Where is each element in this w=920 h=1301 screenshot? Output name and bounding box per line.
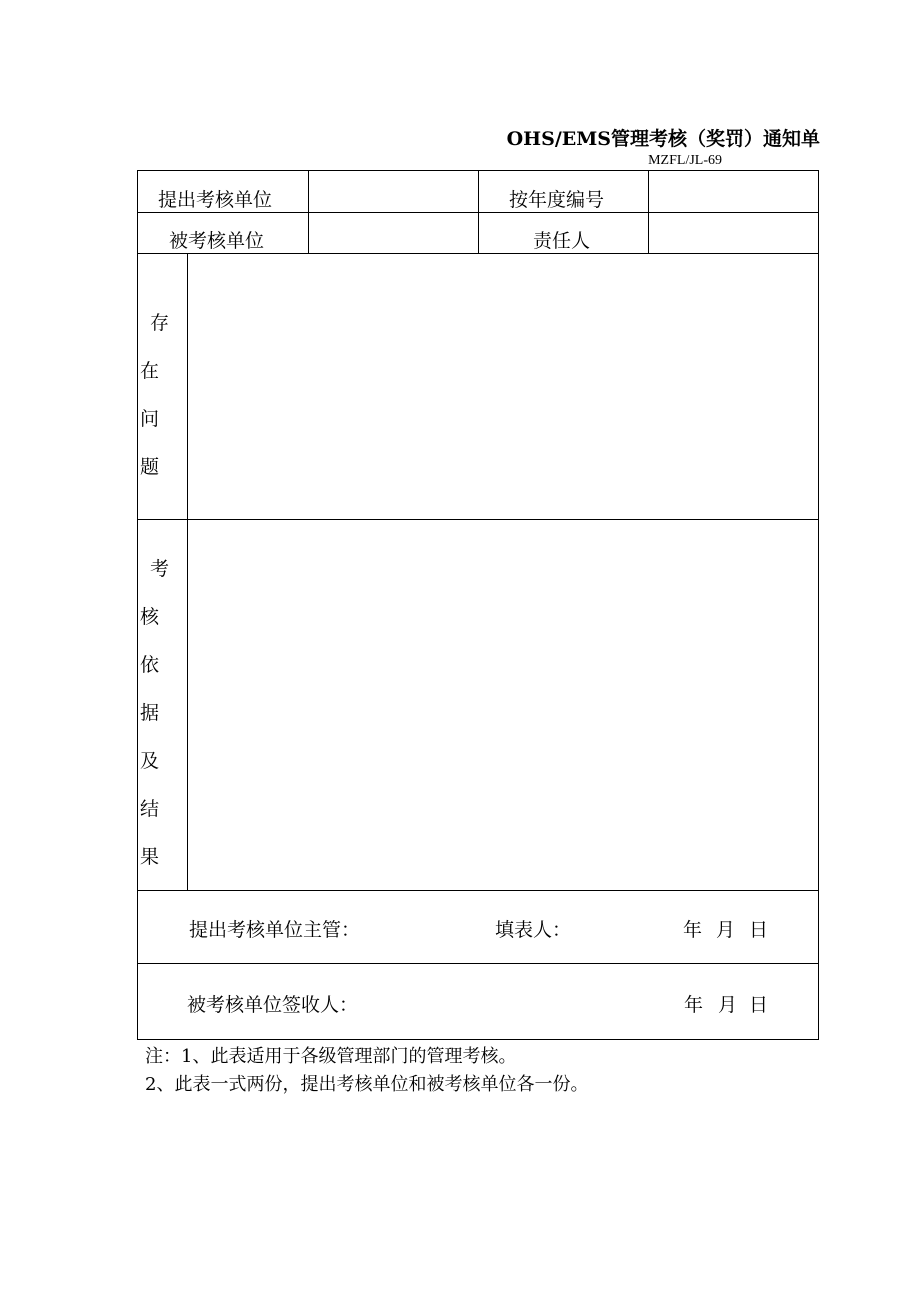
assessed-unit-field[interactable] (313, 215, 473, 251)
date-month: 月 (716, 919, 736, 941)
basis-label-char: 依 (140, 654, 160, 676)
basis-content[interactable] (193, 525, 813, 885)
submitting-unit-label: 提出考核单位 (158, 189, 273, 211)
form-notes (145, 1043, 588, 1099)
date-year: 年 (683, 919, 703, 941)
responsible-person-label: 责任人 (533, 230, 591, 252)
assessment-form (137, 170, 819, 1040)
assessed-unit-label: 被考核单位 (169, 230, 265, 252)
annual-number-field[interactable] (653, 173, 813, 209)
issues-content[interactable] (193, 259, 813, 514)
basis-label-char: 果 (140, 846, 160, 868)
responsible-person-field[interactable] (653, 215, 813, 251)
row-divider (138, 253, 818, 254)
issues-label-char: 题 (140, 456, 160, 478)
date-month: 月 (718, 994, 738, 1016)
issues-label (138, 253, 178, 519)
issues-label-char: 在 (140, 360, 160, 382)
annual-number-label: 按年度编号 (509, 189, 605, 211)
receiver-label: 被考核单位签收人： (187, 994, 359, 1016)
date-year: 年 (684, 994, 704, 1016)
supervisor-label: 提出考核单位主管： (189, 919, 361, 941)
basis-label-char: 核 (140, 606, 160, 628)
basis-label (138, 519, 178, 890)
basis-label-char: 考 (150, 558, 170, 580)
date-day: 日 (749, 919, 769, 941)
form-title: OHS/EMS管理考核（奖罚）通知单 (506, 128, 820, 150)
basis-label-char: 结 (140, 798, 160, 820)
column-divider (648, 171, 649, 253)
issues-label-char: 问 (140, 408, 160, 430)
row-divider (138, 963, 818, 964)
form-filler-label: 填表人： (495, 919, 572, 941)
issues-label-char: 存 (150, 312, 170, 334)
row-divider (138, 519, 818, 520)
basis-label-char: 及 (140, 750, 160, 772)
note-line: 注：1、此表适用于各级管理部门的管理考核。 (145, 1046, 517, 1067)
form-code: MZFL/JL-69 (648, 153, 722, 168)
column-divider (187, 253, 188, 890)
column-divider (308, 171, 309, 253)
column-divider (478, 171, 479, 253)
row-divider (138, 890, 818, 891)
note-line: 2、此表一式两份，提出考核单位和被考核单位各一份。 (145, 1074, 589, 1095)
submitting-unit-field[interactable] (313, 173, 473, 209)
date-day: 日 (749, 994, 769, 1016)
basis-label-char: 据 (140, 702, 160, 724)
